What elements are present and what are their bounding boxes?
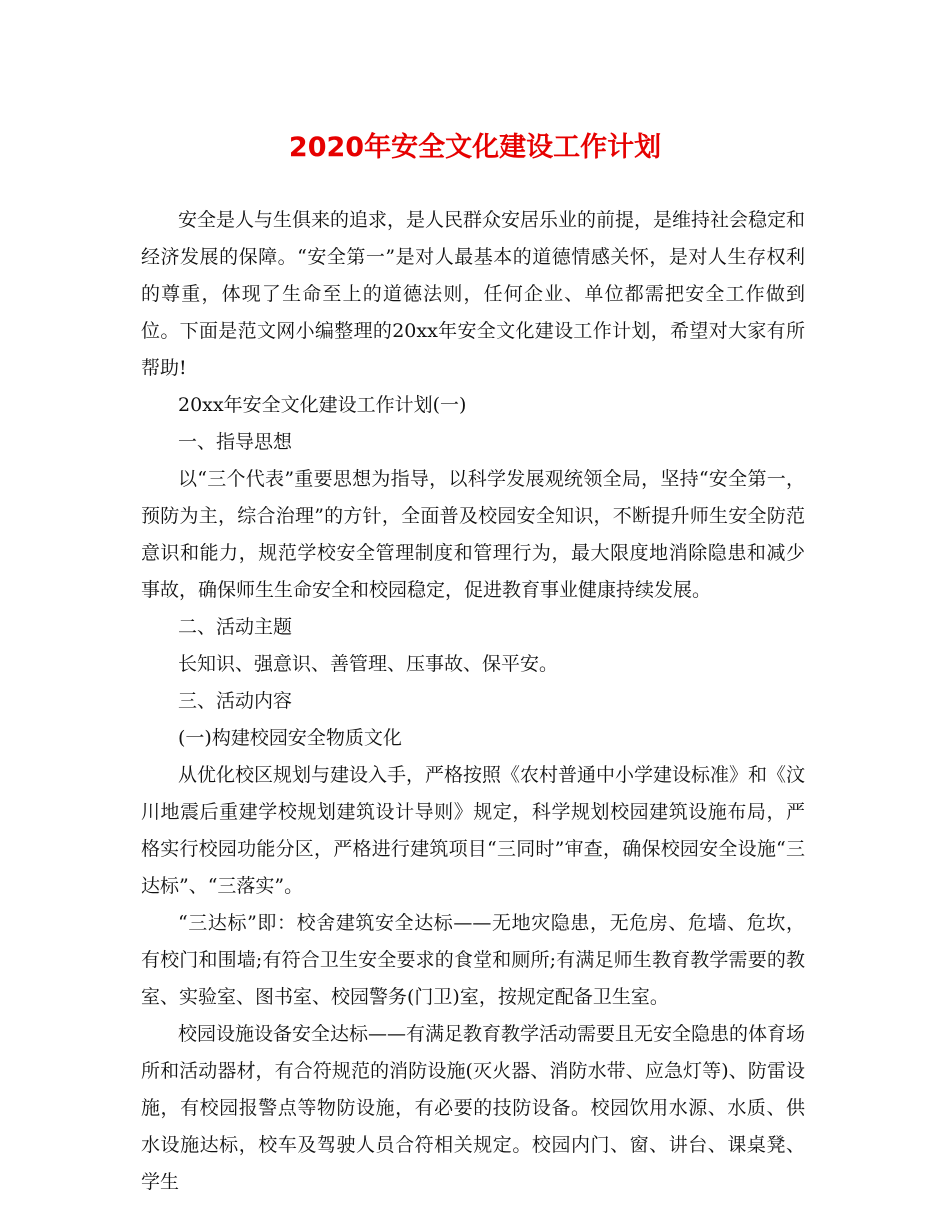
section-heading-guiding-thought: 一、指导思想 (178, 431, 293, 453)
document-title: 2020年安全文化建设工作计划 (288, 132, 662, 163)
subsection-heading-material-culture: (一)构建校园安全物质文化 (178, 727, 402, 749)
intro-paragraph: 安全是人与生俱来的追求，是人民群众安居乐业的前提，是维持社会稳定和经济发展的保障。“安全第一”是对人最基本的道德情感关怀，是对人生存权利的尊重，体现了生命至上的道德法则，任何企业、单位都需把安全工作做到位。下面是范文网小编整理的20xx年安全文化建设工作计划，希望对大家有所帮助! (141, 209, 806, 379)
three-standards-paragraph: “三达标”即：校舍建筑安全达标——无地灾隐患，无危房、危墙、危坎，有校门和围墙;有符合卫生安全要求的食堂和厕所;有满足师生教育教学需要的教室、实验室、图书室、校园警务(门卫)室，按规定配备卫生室。 (141, 912, 805, 1008)
campus-planning-paragraph: 从优化校区规划与建设入手，严格按照《农村普通中小学建设标准》和《汶川地震后重建学校规划建筑设计导则》规定，科学规划校园建筑设施布局，严格实行校园功能分区，严格进行建筑项目“三同时”审查，确保校园安全设施“三达标”、“三落实”。 (141, 764, 806, 897)
facility-safety-paragraph: 校园设施设备安全达标——有满足教育教学活动需要且无安全隐患的体育场所和活动器材，有合符规范的消防设施(灭火器、消防水带、应急灯等)、防雷设施，有校园报警点等物防设施，有必要的技防设备。校园饮用水源、水质、供水设施达标，校车及驾驶人员合符相关规定。校园内门、窗、讲台、课桌凳、学生 (141, 1023, 806, 1193)
section-heading-activity-content: 三、活动内容 (178, 690, 293, 712)
guiding-thought-paragraph: 以“三个代表”重要思想为指导，以科学发展观统领全局，坚持“安全第一，预防为主，综合治理”的方针，全面普及校园安全知识，不断提升师生安全防范意识和能力，规范学校安全管理制度和管理行为，最大限度地消除隐患和减少事故，确保师生生命安全和校园稳定，促进教育事业健康持续发展。 (141, 468, 805, 601)
document-body (141, 202, 805, 1201)
plan-subtitle: 20xx年安全文化建设工作计划(一) (178, 394, 467, 416)
section-heading-activity-theme: 二、活动主题 (178, 616, 293, 638)
activity-theme-paragraph: 长知识、强意识、善管理、压事故、保平安。 (178, 653, 559, 675)
